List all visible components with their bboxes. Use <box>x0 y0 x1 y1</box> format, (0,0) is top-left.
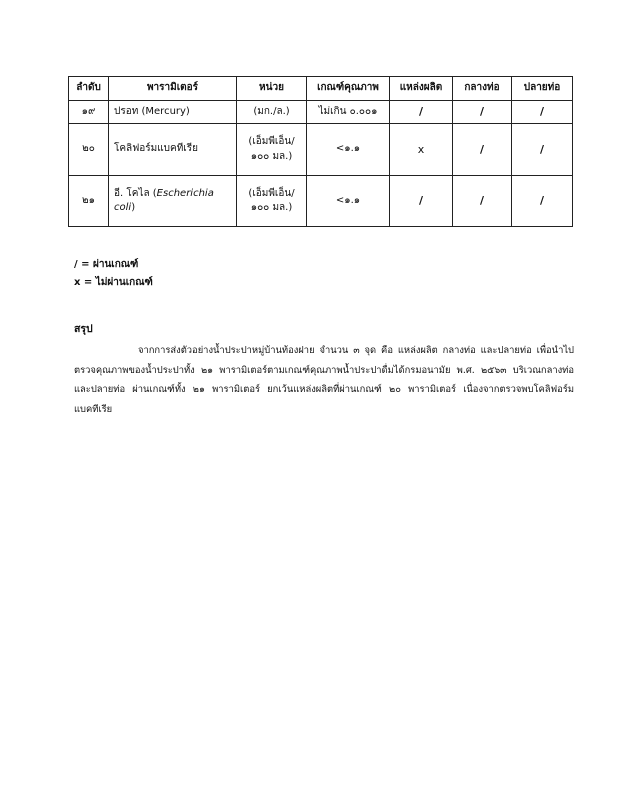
cell-unit <box>237 176 307 227</box>
parameter-text-tail: ) <box>131 202 136 213</box>
cell-middle-result: / <box>453 176 512 227</box>
unit-line-2: ๑๐๐ มล.) <box>250 150 293 162</box>
header-middle-pipe: กลางท่อ <box>453 77 512 101</box>
header-criteria: เกณฑ์คุณภาพ <box>307 77 390 101</box>
table-header-row <box>69 77 573 101</box>
cell-end-result: / <box>512 176 573 227</box>
cell-criteria: <๑.๑ <box>307 124 390 176</box>
table-row <box>69 124 573 176</box>
parameter-scientific-name: Escherichia coli <box>114 187 214 213</box>
legend-pass: / = ผ่านเกณฑ์ <box>74 259 139 270</box>
cell-parameter: โคลิฟอร์มแบคทีเรีย <box>109 124 237 176</box>
summary-heading: สรุป <box>74 323 93 335</box>
unit-line-1: (เอ็มพีเอ็น/ <box>248 136 295 147</box>
header-source: แหล่งผลิต <box>390 77 453 101</box>
cell-no: ๑๙ <box>69 101 109 124</box>
cell-end-result: / <box>512 124 573 176</box>
cell-parameter <box>109 176 237 227</box>
cell-unit <box>237 124 307 176</box>
header-end-pipe: ปลายท่อ <box>512 77 573 101</box>
cell-criteria: ไม่เกิน ๐.๐๐๑ <box>307 101 390 124</box>
cell-unit <box>237 101 307 124</box>
unit-line-1: (เอ็มพีเอ็น/ <box>248 187 295 199</box>
legend <box>74 256 153 292</box>
cell-end-result: / <box>512 101 573 124</box>
cell-criteria: <๑.๑ <box>307 176 390 227</box>
cell-source-result: / <box>390 176 453 227</box>
header-parameter: พารามิเตอร์ <box>109 77 237 101</box>
unit-line-2: ๑๐๐ มล.) <box>250 202 293 213</box>
table-row <box>69 176 573 227</box>
cell-middle-result: / <box>453 124 512 176</box>
cell-source-result: x <box>390 124 453 176</box>
cell-source-result: / <box>390 101 453 124</box>
header-no: ลำดับ <box>69 77 109 101</box>
unit-line-1: (มก./ล.) <box>253 105 290 117</box>
header-unit: หน่วย <box>237 77 307 101</box>
legend-fail: x = ไม่ผ่านเกณฑ์ <box>74 277 153 288</box>
water-quality-table <box>68 76 573 227</box>
table-row <box>69 101 573 124</box>
summary-paragraph: จากการส่งตัวอย่างน้ำประปาหมู่บ้านท้องฝาย จำนวน ๓ จุด คือ แหล่งผลิต กลางท่อ และปลายท่อ เพื่อนำไปตรวจคุณภาพของน้ำประปาทั้ง ๒๑ พารามิเตอร์ตามเกณฑ์คุณภาพน้ำประปาดื่มได้กรมอนามัย พ.ศ. ๒๕๖๓ บริเวณกลางท่อและปลายท่อ ผ่านเกณฑ์ทั้ง ๒๑ พารามิเตอร์ ยกเว้นแหล่งผลิตที่ผ่านเกณฑ์ ๒๐ พารามิเตอร์ เนื่องจากตรวจพบโคลิฟอร์มแบคทีเรีย <box>74 345 574 415</box>
cell-middle-result: / <box>453 101 512 124</box>
cell-parameter: ปรอท (Mercury) <box>109 101 237 124</box>
cell-no: ๒๑ <box>69 176 109 227</box>
parameter-text: อี. โคไล ( <box>114 187 157 199</box>
cell-no: ๒๐ <box>69 124 109 176</box>
